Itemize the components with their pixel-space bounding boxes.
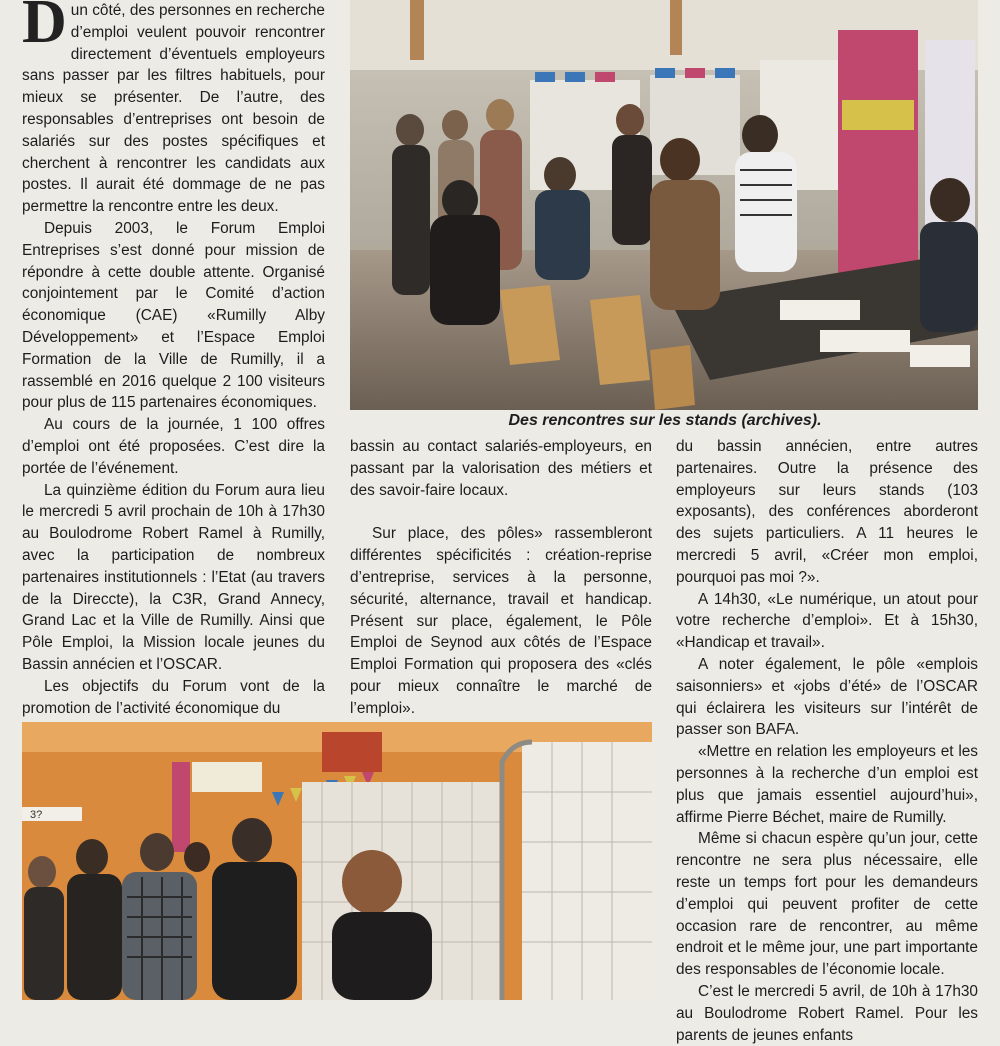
paragraph: un côté, des personnes en recherche d’emploi veulent pouvoir rencontrer directement d’éventuels employeurs sans passer par les filtres habituels, pour mieux se présenter. De l’autre, des responsables d’entreprises ont besoin de salariés sur des postes spécifiques et cherchent à rencontrer les candidats aux postes. Il aurait été dommage de ne pas permettre la rencontre entre les deux. [22, 2, 325, 216]
article-right-column [676, 436, 978, 1044]
paragraph: Même si chacun espère qu’un jour, cette rencontre ne sera plus nécessaire, elle reste un temps fort pour les demandeurs d’emploi qui peuvent profiter de cette occasion rare de rencontrer, au même endroit et le même jour, une part importante des responsables de l’économie locale. [676, 830, 978, 979]
paragraph: Depuis 2003, le Forum Emploi Entreprises s’est donné pour mission de répondre à cette double attente. Organisé conjointement par le Comité d’action économique (CAE) «Rumilly Alby Développement» et l’Espace Emploi Formation de la Ville de Rumilly, il a rassemblé en 2016 quelque 2 100 visiteurs pour plus de 115 partenaires économiques. [22, 219, 325, 412]
paragraph: du bassin annécien, entre autres partenaires. Outre la présence des employeurs sur leurs stands (103 exposants), des conférences aborderont des sujets particuliers. A 11 heures le mercredi 5 avril, «Créer mon emploi, pourquoi pas moi ?». [676, 438, 978, 586]
article-left-column [22, 0, 325, 717]
paragraph: bassin au contact salariés-employeurs, en passant par la valorisation des métiers et des savoir-faire locaux. [350, 438, 652, 499]
article-middle-column [350, 436, 652, 717]
paragraph: Les objectifs du Forum vont de la promotion de l’activité économique du [22, 677, 325, 717]
paragraph: Au cours de la journée, 1 100 offres d’emploi ont été proposées. C’est dire la portée de l’événement. [22, 416, 325, 477]
sign-number: 3? [30, 809, 43, 821]
paragraph: C’est le mercredi 5 avril, de 10h à 17h30 au Boulodrome Robert Ramel. Pour les parents de jeunes enfants [676, 982, 978, 1044]
photo-job-boards-illustration [22, 722, 652, 1000]
paragraph: Sur place, des pôles» rassembleront différentes spécificités : création-reprise d’entreprise, services à la personne, sécurité, alternance, travail et handicap. Présent sur place, également, le Pôle Emploi de Seynod aux côtés de l’Espace Emploi Formation qui proposera des «clés pour mieux connaître le marché de l’emploi». [350, 525, 652, 717]
photo-caption: Des rencontres sur les stands (archives). [508, 412, 822, 429]
paragraph: La quinzième édition du Forum aura lieu le mercredi 5 avril prochain de 10h à 17h30 au Boulodrome Robert Ramel à Rumilly, avec la participation de nombreux partenaires institutionnels : l’Etat (au travers de la Direccte), la C3R, Grand Annecy, Grand Lac et la Ville de Rumilly. Ainsi que Pôle Emploi, la Mission locale jeunes du Bassin annécien et l’OSCAR. [22, 481, 325, 673]
photo-stands-illustration [350, 0, 978, 410]
drop-cap: D [22, 0, 67, 56]
paragraph: A noter également, le pôle «emplois saisonniers» et «jobs d’été» de l’OSCAR qui éclairera les visiteurs sur l’intérêt de passer son BAFA. [676, 655, 978, 739]
photo-job-boards [22, 722, 652, 1000]
photo-stands [350, 0, 978, 410]
paragraph: «Mettre en relation les employeurs et les personnes à la recherche d’un emploi est plus que jamais essentiel aujourd’hui», affirme Pierre Béchet, maire de Rumilly. [676, 743, 978, 826]
paragraph: A 14h30, «Le numérique, un atout pour votre recherche d’emploi». Et à 15h30, «Handicap et travail». [676, 590, 978, 652]
